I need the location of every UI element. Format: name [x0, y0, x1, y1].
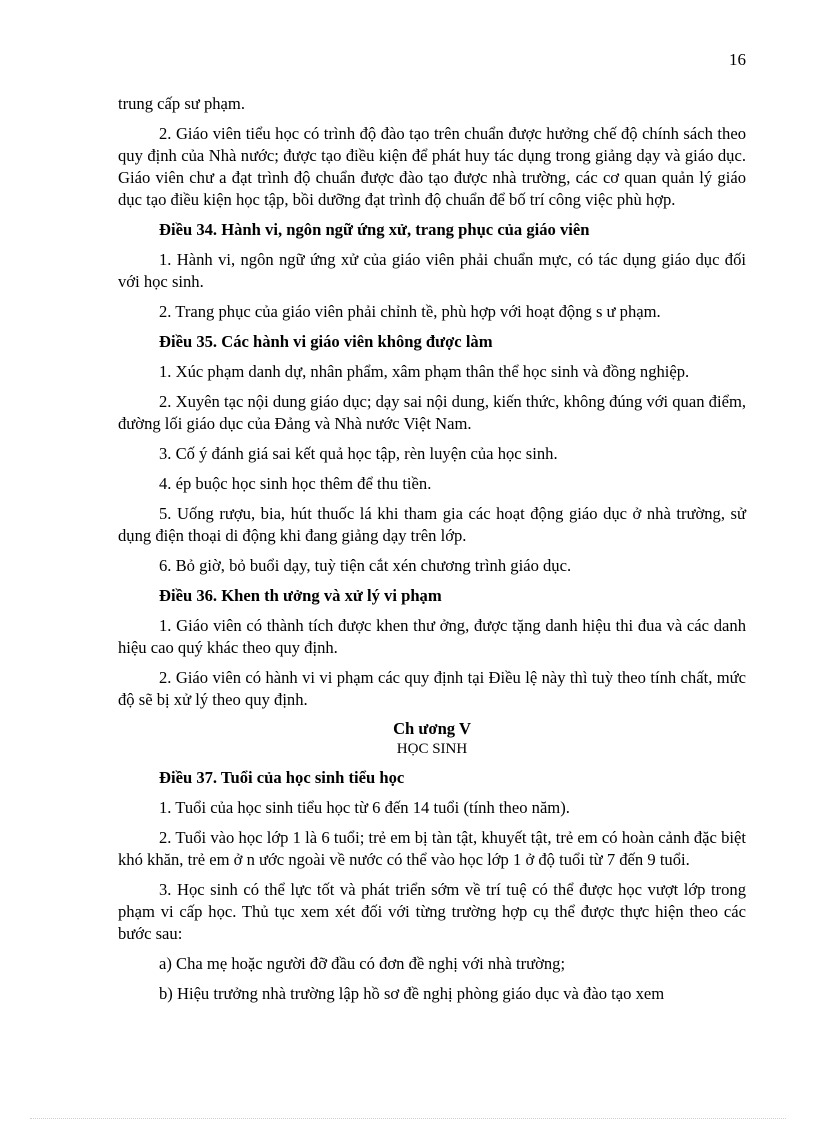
- paragraph: b) Hiệu trưởng nhà trường lập hồ sơ đề nghị phòng giáo dục và đào tạo xem: [159, 984, 665, 1003]
- paragraph: 6. Bỏ giờ, bỏ buổi dạy, tuỳ tiện cắt xén chương trình giáo dục.: [159, 556, 572, 575]
- page-bottom-rule: [30, 1118, 786, 1119]
- paragraph: 3. Học sinh có thể lực tốt và phát triển sớm về trí tuệ có thể được học vượt lớp trong phạm vi cấp học. Thủ tục xem xét đối với từng trường hợp cụ thể được thực hiện theo các bước sau:: [118, 880, 746, 943]
- article-36-heading: Điều 36. Khen th ưởng và xử lý vi phạm: [159, 586, 442, 605]
- paragraph: 4. ép buộc học sinh học thêm để thu tiền.: [159, 474, 432, 493]
- paragraph: 5. Uống rượu, bia, hút thuốc lá khi tham gia các hoạt động giáo dục ở nhà trường, sử dụng điện thoại di động khi đang giảng dạy trên lớp.: [118, 504, 746, 545]
- paragraph: 1. Hành vi, ngôn ngữ ứng xử của giáo viên phải chuẩn mực, có tác dụng giáo dục đối với học sinh.: [118, 250, 746, 291]
- article-35-heading: Điều 35. Các hành vi giáo viên không được làm: [159, 332, 493, 351]
- article-34-heading: Điều 34. Hành vi, ngôn ngữ ứng xử, trang phục của giáo viên: [159, 220, 590, 239]
- paragraph: 3. Cố ý đánh giá sai kết quả học tập, rèn luyện của học sinh.: [159, 444, 558, 463]
- paragraph: 1. Giáo viên có thành tích được khen thư ởng, được tặng danh hiệu thi đua và các danh hiệu cao quý khác theo quy định.: [118, 616, 746, 657]
- page-number: 16: [729, 50, 746, 69]
- article-37-heading: Điều 37. Tuổi của học sinh tiểu học: [159, 768, 405, 787]
- paragraph: a) Cha mẹ hoặc người đỡ đầu có đơn đề nghị với nhà trường;: [159, 954, 566, 973]
- paragraph: 2. Tuổi vào học lớp 1 là 6 tuổi; trẻ em bị tàn tật, khuyết tật, trẻ em có hoàn cảnh đặc biệt khó khăn, trẻ em ở n ước ngoài về nước có thể vào học lớp 1 ở độ tuổi từ 7 đến 9 tuổi.: [118, 828, 746, 869]
- paragraph: 1. Xúc phạm danh dự, nhân phẩm, xâm phạm thân thể học sinh và đồng nghiệp.: [159, 362, 690, 381]
- paragraph: 2. Giáo viên tiểu học có trình độ đào tạo trên chuẩn được hưởng chế độ chính sách theo quy định của Nhà nước; được tạo điều kiện để phát huy tác dụng trong giảng dạy và giáo dục. Giáo viên chư a đạt trình độ chuẩn được đào tạo được nhà trường, các cơ quan quản lý giáo dục tạo điều kiện học tập, bồi dưỡng đạt trình độ chuẩn để bố trí công việc phù hợp.: [118, 124, 746, 209]
- chapter-heading: Ch ương V: [393, 719, 471, 738]
- continued-text: trung cấp sư phạm.: [118, 94, 245, 113]
- document-body: [118, 93, 746, 1013]
- paragraph: 2. Giáo viên có hành vi vi phạm các quy định tại Điều lệ này thì tuỳ theo tính chất, mức độ sẽ bị xử lý theo quy định.: [118, 668, 746, 709]
- paragraph: 2. Trang phục của giáo viên phải chỉnh tề, phù hợp với hoạt động s ư phạm.: [159, 302, 661, 321]
- chapter-subheading: HỌC SINH: [396, 741, 468, 757]
- paragraph: 1. Tuổi của học sinh tiểu học từ 6 đến 14 tuổi (tính theo năm).: [159, 798, 570, 817]
- paragraph: 2. Xuyên tạc nội dung giáo dục; dạy sai nội dung, kiến thức, không đúng với quan điểm, đường lối giáo dục của Đảng và Nhà nước Việt Nam.: [118, 392, 746, 433]
